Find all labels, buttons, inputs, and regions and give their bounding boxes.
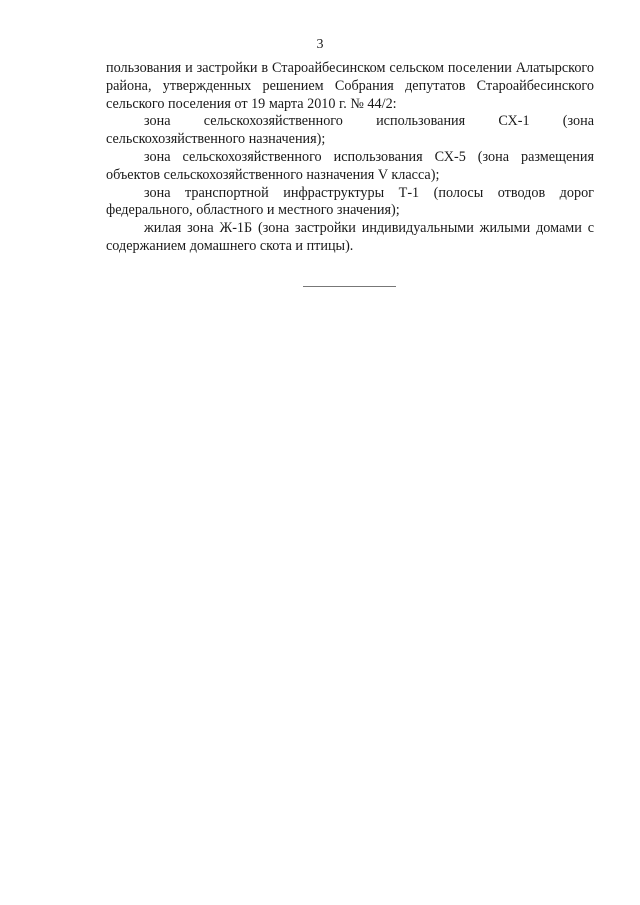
end-separator-line: [303, 286, 396, 287]
paragraph-zone-zh1b: жилая зона Ж-1Б (зона застройки индивидуальными жилыми домами с содержанием домашнего скота и птицы).: [106, 220, 594, 254]
paragraph-continuation: пользования и застройки в Староайбесинском сельском поселении Алатырского района, утвержденных решением Собрания депутатов Староайбесинского сельского поселения от 19 марта 2010 г. № 44/2:: [106, 60, 594, 112]
paragraph-zone-sx1: зона сельскохозяйственного использования СХ-1 (зона сельскохозяйственного назначения);: [106, 113, 594, 148]
document-body: [106, 60, 594, 256]
paragraph-zone-t1: зона транспортной инфраструктуры Т-1 (полосы отводов дорог федерального, областного и местного значения);: [106, 184, 594, 219]
page-number: 3: [316, 37, 324, 52]
paragraph-zone-sx5: зона сельскохозяйственного использования СХ-5 (зона размещения объектов сельскохозяйственного назначения V класса);: [106, 148, 594, 183]
